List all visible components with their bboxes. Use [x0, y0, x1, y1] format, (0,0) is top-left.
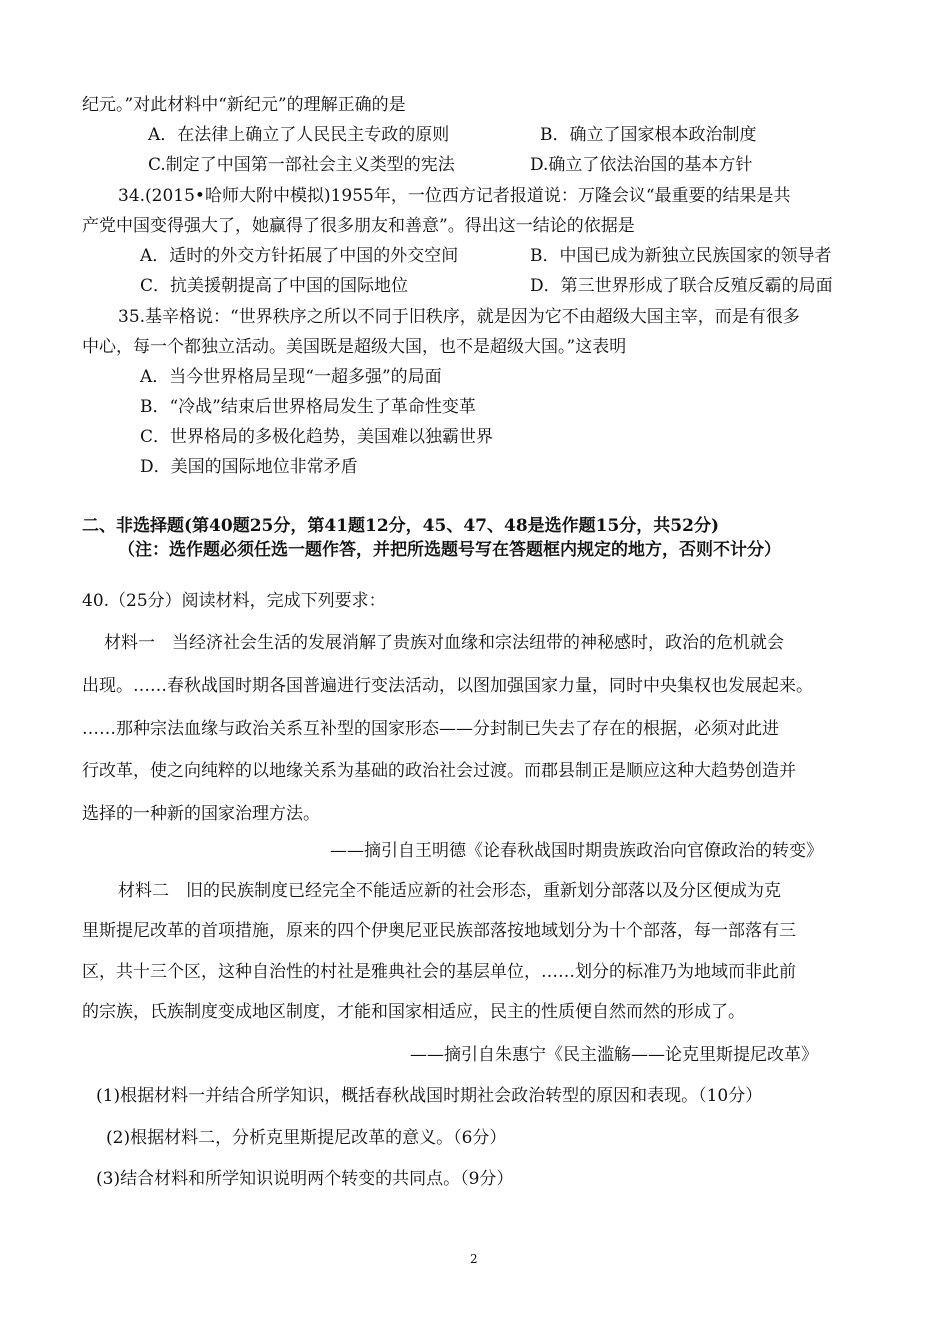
section2-heading: 二、非选择题(第40题25分，第41题12分，45、47、48是选作题15分，共52分): [82, 516, 720, 536]
material1-line: 行改革，使之向纯粹的以地缘关系为基础的政治社会过渡。而郡县制正是顺应这种大趋势创造并: [82, 761, 796, 781]
q33-stem-tail: 纪元。”对此材料中“新纪元”的理解正确的是: [82, 95, 406, 115]
material1-line: 出现。……春秋战国时期各国普遍进行变法活动，以图加强国家力量，同时中央集权也发展起来。: [82, 676, 813, 696]
q35-stem-line2: 中心，每一个都独立活动。美国既是超级大国，也不是超级大国。”这表明: [82, 337, 627, 357]
q35-option-b: B．“冷战”结束后世界格局发生了革命性变革: [140, 397, 476, 417]
q33-option-c: C.制定了中国第一部社会主义类型的宪法: [148, 155, 455, 175]
q34-option-b: B．中国已成为新独立民族国家的领导者: [530, 246, 832, 266]
q33-option-b: B．确立了国家根本政治制度: [540, 125, 757, 145]
q40-intro: 40.（25分）阅读材料，完成下列要求：: [82, 591, 386, 611]
page-number: 2: [470, 1252, 478, 1266]
material2-line: 里斯提尼改革的首项措施，原来的四个伊奥尼亚民族部落按地域划分为十个部落，每一部落有三: [82, 921, 796, 941]
material1-line: 选择的一种新的国家治理方法。: [82, 804, 320, 824]
q35-option-c: C．世界格局的多极化趋势，美国难以独霸世界: [140, 427, 494, 447]
q34-stem-line1: 34.(2015•哈师大附中模拟)1955年，一位西方记者报道说：万隆会议“最重要的结果是共: [118, 186, 791, 206]
q34-stem-line2: 产党中国变得强大了，她赢得了很多朋友和善意”。得出这一结论的依据是: [82, 216, 635, 236]
material2-line: 的宗族，氏族制度变成地区制度，才能和国家相适应，民主的性质便自然而然的形成了。: [82, 1002, 745, 1022]
material2-line: 区，共十三个区，这种自治性的村社是雅典社会的基层单位，……划分的标准乃为地域而非此前: [82, 962, 796, 982]
q34-option-a: A．适时的外交方针拓展了中国的外交空间: [140, 246, 459, 266]
q33-option-d: D.确立了依法治国的基本方针: [530, 155, 753, 175]
q40-subquestion-1: (1)根据材料一并结合所学知识，概括春秋战国时期社会政治转型的原因和表现。（10分）: [96, 1086, 763, 1106]
q35-stem-line1: 35.基辛格说：“世界秩序之所以不同于旧秩序，就是因为它不由超级大国主宰，而是有很多: [118, 307, 800, 327]
q33-option-a: A．在法律上确立了人民民主专政的原则: [148, 125, 450, 145]
section2-note: （注：选作题必须任选一题作答，并把所选题号写在答题框内规定的地方，否则不计分）: [118, 540, 781, 560]
material1-line: ……那种宗法血缘与政治关系互补型的国家形态——分封制已失去了存在的根据，必须对此进: [82, 719, 779, 739]
material1-line: 材料一 当经济社会生活的发展消解了贵族对血缘和宗法纽带的神秘感时，政治的危机就会: [104, 633, 784, 653]
q40-subquestion-2: (2)根据材料二，分析克里斯提尼改革的意义。（6分）: [106, 1128, 507, 1148]
q34-option-c: C．抗美援朝提高了中国的国际地位: [140, 276, 409, 296]
q35-option-d: D．美国的国际地位非常矛盾: [140, 457, 358, 477]
material2-source: ——摘引自朱惠宁《民主滥觞——论克里斯提尼改革》: [410, 1045, 818, 1065]
q35-option-a: A．当今世界格局呈现“一超多强”的局面: [140, 367, 442, 387]
q34-option-d: D．第三世界形成了联合反殖反霸的局面: [530, 276, 833, 296]
material1-source: ——摘引自王明德《论春秋战国时期贵族政治向官僚政治的转变》: [330, 841, 823, 861]
q40-subquestion-3: (3)结合材料和所学知识说明两个转变的共同点。（9分）: [96, 1169, 514, 1189]
material2-line: 材料二 旧的民族制度已经完全不能适应新的社会形态，重新划分部落以及分区便成为克: [118, 881, 781, 901]
